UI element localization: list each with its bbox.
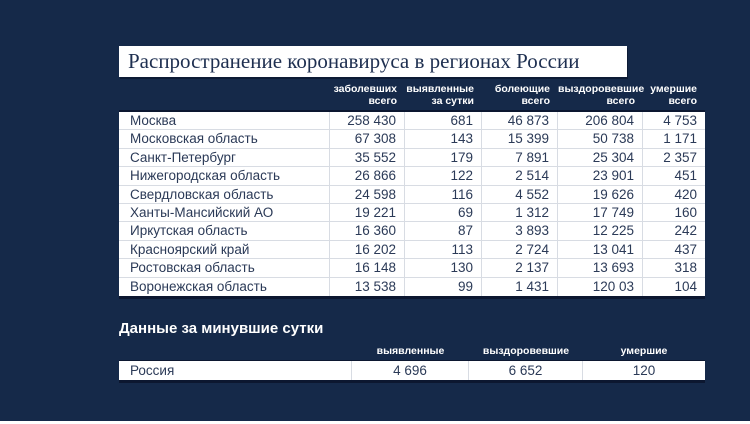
region-cell: Иркутская область — [119, 222, 330, 239]
value-cell: 99 — [405, 278, 482, 296]
value-cell: 122 — [405, 167, 482, 184]
column-header-daily-detected: выявленные — [376, 345, 445, 357]
value-cell: 206 804 — [558, 112, 643, 129]
value-cell: 12 225 — [558, 222, 643, 239]
table-row — [119, 186, 705, 204]
value-cell: 4 696 — [352, 361, 469, 380]
value-cell: 258 430 — [330, 112, 405, 129]
value-cell: 15 399 — [482, 130, 558, 147]
value-cell: 4 753 — [663, 113, 697, 128]
table-row — [119, 278, 705, 296]
value-cell: 120 — [632, 363, 656, 378]
value-cell: 104 — [674, 278, 697, 294]
table-row — [119, 167, 705, 185]
value-cell: 1 312 — [482, 204, 558, 221]
table-row — [119, 112, 705, 130]
value-cell: 451 — [674, 168, 697, 184]
table-row — [119, 222, 705, 240]
regions-table — [119, 110, 705, 299]
value-cell: 13 693 — [558, 259, 643, 276]
region-cell: Нижегородская область — [119, 167, 330, 184]
value-cell: 116 — [405, 186, 482, 203]
russia-daily-table — [119, 360, 705, 383]
value-cell: 67 308 — [330, 130, 405, 147]
value-cell: 179 — [405, 149, 482, 166]
daily-table-header-row — [119, 345, 705, 357]
region-cell: Московская область — [119, 130, 330, 147]
value-cell: 23 901 — [558, 167, 643, 184]
column-header-recovered-total: выздоровевшие всего — [558, 83, 645, 107]
main-table-header-row — [119, 84, 705, 107]
value-cell: 16 202 — [330, 241, 405, 258]
column-header-daily-died: умершие — [620, 345, 668, 357]
value-cell: 25 304 — [558, 149, 643, 166]
value-cell: 681 — [405, 112, 482, 129]
table-row — [119, 204, 705, 222]
value-cell: 1 431 — [482, 278, 558, 296]
value-cell: 1 171 — [663, 131, 697, 147]
daily-section-heading: Данные за минувшие сутки — [119, 320, 324, 337]
value-cell: 19 626 — [558, 186, 643, 203]
value-cell: 242 — [674, 223, 697, 239]
value-cell: 16 148 — [330, 259, 405, 276]
value-cell: 143 — [405, 130, 482, 147]
region-cell: Воронежская область — [119, 278, 330, 296]
value-cell: 160 — [674, 204, 697, 220]
column-header-infected-total: заболевших всего — [333, 83, 397, 107]
value-cell: 130 — [405, 259, 482, 276]
value-cell: 26 866 — [330, 167, 405, 184]
value-cell: 113 — [405, 241, 482, 258]
value-cell: 69 — [405, 204, 482, 221]
table-row — [119, 259, 705, 277]
header-spacer — [119, 345, 352, 357]
value-cell: 46 873 — [482, 112, 558, 129]
value-cell: 120 03 — [558, 278, 643, 296]
value-cell: 19 221 — [330, 204, 405, 221]
value-cell: 16 360 — [330, 222, 405, 239]
column-header-sick-total: болеющие всего — [494, 83, 550, 107]
region-cell: Свердловская область — [119, 186, 330, 203]
value-cell: 2 724 — [482, 241, 558, 258]
column-header-died-total: умершие всего — [650, 83, 697, 107]
region-cell: Ханты-Мансийский АО — [119, 204, 330, 221]
value-cell: 3 893 — [482, 222, 558, 239]
value-cell: 4 552 — [482, 186, 558, 203]
page-title: Распространение коронавируса в регионах России — [128, 49, 580, 73]
region-cell: Россия — [119, 361, 352, 380]
value-cell: 2 137 — [482, 259, 558, 276]
table-row — [119, 130, 705, 148]
value-cell: 13 041 — [558, 241, 643, 258]
header-spacer — [119, 84, 330, 107]
value-cell: 50 738 — [558, 130, 643, 147]
region-cell: Ростовская область — [119, 259, 330, 276]
region-cell: Санкт-Петербург — [119, 149, 330, 166]
value-cell: 2 514 — [482, 167, 558, 184]
value-cell: 87 — [405, 222, 482, 239]
region-cell: Москва — [119, 112, 330, 129]
value-cell: 318 — [674, 260, 697, 276]
table-row — [119, 241, 705, 259]
value-cell: 24 598 — [330, 186, 405, 203]
table-row — [119, 361, 705, 380]
region-cell: Красноярский край — [119, 241, 330, 258]
value-cell: 13 538 — [330, 278, 405, 296]
value-cell: 17 749 — [558, 204, 643, 221]
value-cell: 420 — [674, 186, 697, 202]
value-cell: 437 — [674, 241, 697, 257]
value-cell: 35 552 — [330, 149, 405, 166]
value-cell: 7 891 — [482, 149, 558, 166]
title-banner — [119, 46, 627, 77]
table-row — [119, 149, 705, 167]
column-header-daily-recovered: выздоровевшие — [482, 345, 570, 357]
value-cell: 2 357 — [663, 149, 697, 165]
column-header-detected-daily: выявленные за сутки — [406, 83, 474, 107]
value-cell: 6 652 — [469, 361, 583, 380]
